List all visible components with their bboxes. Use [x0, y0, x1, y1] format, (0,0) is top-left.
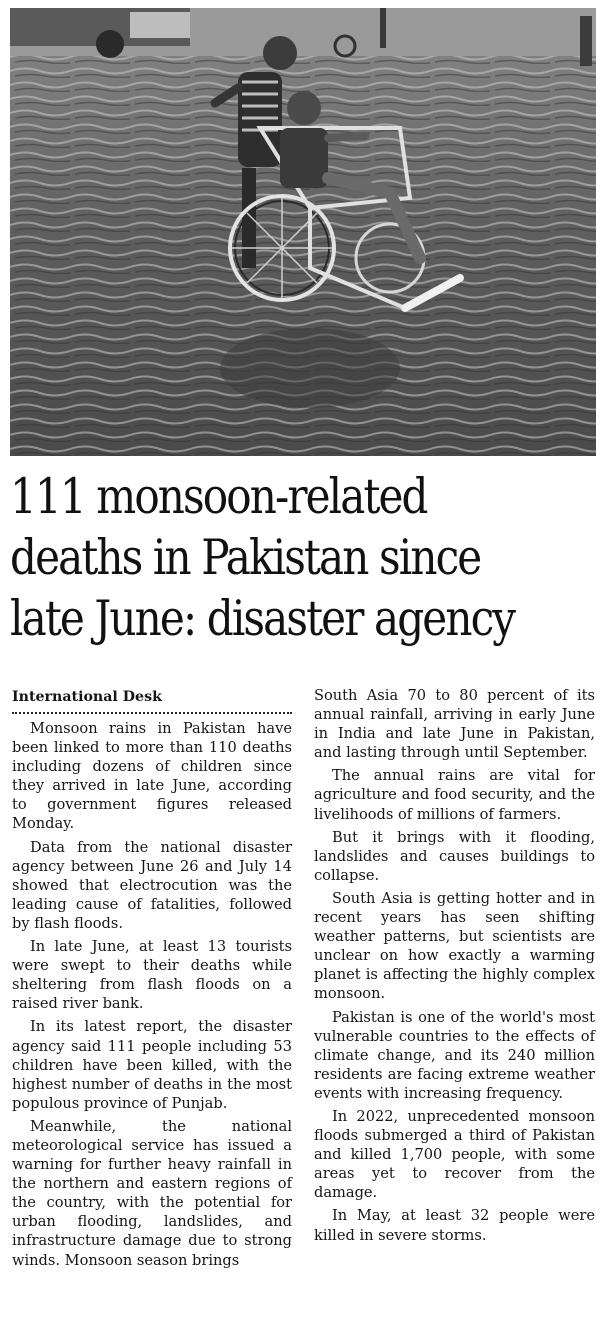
- news-photo: [10, 8, 596, 456]
- paragraph: Monsoon rains in Pakistan have been linked to more than 110 deaths including dozens of children since they arrived in late June, according to government figures released Monday.: [12, 720, 292, 833]
- byline: International Desk: [12, 688, 292, 714]
- headline-line-1: 111 monsoon-related: [10, 468, 427, 525]
- article-headline: [10, 466, 603, 649]
- headline-line-3: late June: disaster agency: [10, 590, 515, 647]
- paragraph: In its latest report, the disaster agency said 111 people including 53 children have been killed, with the highest number of deaths in the most populous province of Punjab.: [12, 1018, 292, 1112]
- flooded-street-wheelchair-image: [10, 8, 596, 456]
- headline-line-2: deaths in Pakistan since: [10, 529, 481, 586]
- paragraph: Meanwhile, the national meteorological service has issued a warning for further heavy rainfall in the northern and eastern regions of the country, with the potential for urban flooding, landslides, and infrastructure damage due to strong winds. Monsoon season brings: [12, 1117, 292, 1269]
- paragraph: The annual rains are vital for agriculture and food security, and the livelihoods of millions of farmers.: [314, 767, 595, 823]
- paragraph: But it brings with it flooding, landslides and causes buildings to collapse.: [314, 828, 595, 884]
- paragraph: In late June, at least 13 tourists were swept to their deaths while sheltering from flash floods on a raised river bank.: [12, 938, 292, 1013]
- paragraph: In 2022, unprecedented monsoon floods submerged a third of Pakistan and killed 1,700 people, with some areas yet to recover from the damage.: [314, 1107, 595, 1202]
- article-column-left: [12, 688, 292, 1274]
- paragraph: South Asia 70 to 80 percent of its annual rainfall, arriving in early June in India and late June in Pakistan, and lasting through until September.: [314, 687, 595, 762]
- paragraph: Pakistan is one of the world's most vulnerable countries to the effects of climate change, and its 240 million residents are facing extreme weather events with increasing frequency.: [314, 1008, 595, 1102]
- paragraph: South Asia is getting hotter and in recent years has seen shifting weather patterns, but scientists are unclear on how exactly a warming planet is affecting the highly complex monsoon.: [314, 889, 595, 1003]
- paragraph: In May, at least 32 people were killed in severe storms.: [314, 1207, 595, 1244]
- paragraph: Data from the national disaster agency between June 26 and July 14 showed that electrocution was the leading cause of fatalities, followed by flash floods.: [12, 838, 292, 932]
- article-column-right: [314, 686, 595, 1249]
